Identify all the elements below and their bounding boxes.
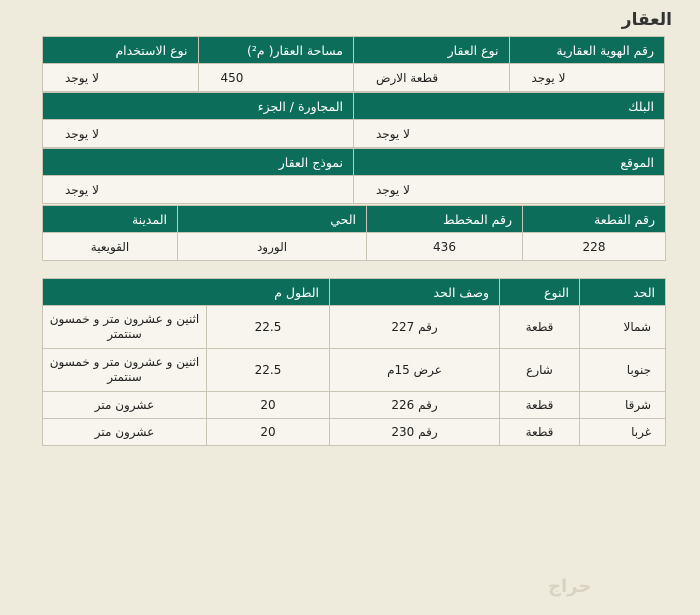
table-row [43,306,666,349]
boundary-type: شارع [500,349,580,392]
haraj-watermark: حراج [548,576,592,597]
property-table-identity [42,36,665,92]
boundary-desc: عرض 15م [330,349,500,392]
boundary-type: قطعة [500,306,580,349]
boundary-side: جنوبا [580,349,666,392]
boundary-length-number: 20 [207,419,330,446]
header-boundary-side: الحد [580,279,666,306]
header-property-id: رقم الهوية العقارية [509,37,665,64]
value-block: لا يوجد [354,120,665,148]
header-usage-type: نوع الاستخدام [43,37,199,64]
boundary-type: قطعة [500,392,580,419]
header-location: الموقع [354,149,665,176]
header-property-model: نموذج العقار [43,149,354,176]
boundary-length-number: 20 [207,392,330,419]
boundaries-table [42,278,666,446]
value-property-model: لا يوجد [43,176,354,204]
value-property-type: قطعة الارض [354,64,510,92]
boundary-length-number: 22.5 [207,306,330,349]
table-row [43,349,666,392]
header-plot-number: رقم القطعة [523,206,666,233]
property-table-location [42,148,665,204]
property-table-block [42,92,665,148]
header-boundary-type: النوع [500,279,580,306]
boundary-desc: رقم 230 [330,419,500,446]
header-city: المدينة [43,206,178,233]
value-adjacent: لا يوجد [43,120,354,148]
value-district: الورود [178,233,367,261]
boundary-length-text: اثنين و عشرون متر و خمسون سنتمتر [43,306,207,349]
page-title: العقار [621,10,672,30]
header-adjacent: المجاورة / الجزء [43,93,354,120]
header-property-type: نوع العقار [354,37,510,64]
header-district: الحي [178,206,367,233]
value-plan-number: 436 [367,233,523,261]
boundary-type: قطعة [500,419,580,446]
header-boundary-desc: وصف الحد [330,279,500,306]
boundary-length-text: اثنين و عشرون متر و خمسون سنتمتر [43,349,207,392]
boundary-length-number: 22.5 [207,349,330,392]
header-property-area: مساحة العقار( م²) [198,37,354,64]
boundary-length-text: عشرون متر [43,419,207,446]
boundary-length-text: عشرون متر [43,392,207,419]
boundary-side: شرقا [580,392,666,419]
table-row [43,419,666,446]
value-usage-type: لا يوجد [43,64,199,92]
table-row [43,392,666,419]
value-plot-number: 228 [523,233,666,261]
value-city: القويعية [43,233,178,261]
header-plan-number: رقم المخطط [367,206,523,233]
value-location: لا يوجد [354,176,665,204]
boundary-desc: رقم 226 [330,392,500,419]
value-property-id: لا يوجد [509,64,665,92]
boundary-side: غربا [580,419,666,446]
boundary-desc: رقم 227 [330,306,500,349]
boundary-side: شمالا [580,306,666,349]
property-table-plot [42,205,666,261]
header-block: البلك [354,93,665,120]
value-property-area: 450 [198,64,354,92]
header-boundary-length: الطول م [43,279,330,306]
